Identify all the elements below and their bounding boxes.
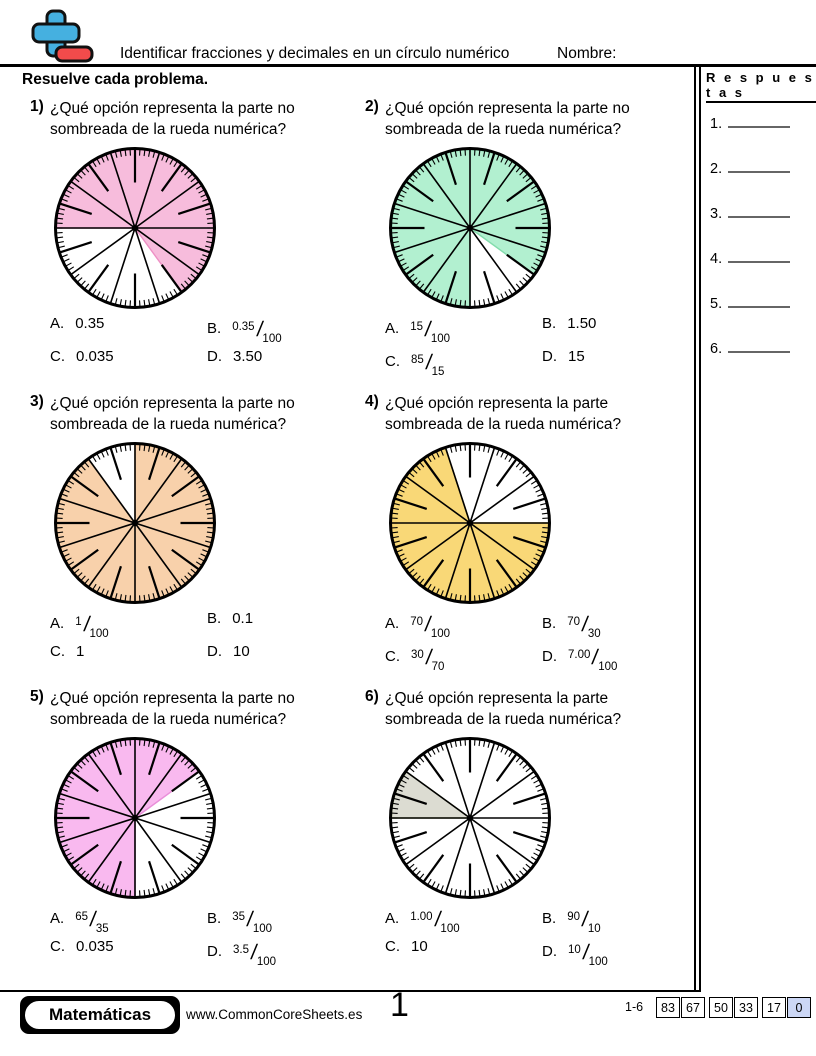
choice-label: C. [385, 938, 400, 955]
fraction-slash: / [580, 908, 590, 931]
fraction-numerator: 85 [411, 354, 424, 366]
wheel-center-dot [132, 520, 138, 526]
fraction-denominator: 100 [440, 923, 460, 935]
choice-d [207, 348, 345, 381]
problem-2 [357, 95, 691, 387]
choice-b [207, 315, 345, 348]
name-label: Nombre: [557, 45, 617, 62]
choice-fraction [410, 610, 451, 640]
fraction-slash: / [433, 908, 443, 931]
footer-divider [0, 990, 700, 992]
choice-fraction [410, 905, 460, 935]
choice-fraction [233, 938, 277, 968]
question-line: sombreada de la rueda numérica? [385, 711, 622, 728]
choice-label: B. [542, 910, 557, 927]
fraction-denominator: 10 [587, 923, 601, 935]
fraction-denominator: 100 [430, 628, 451, 640]
choice-label: B. [542, 615, 557, 632]
page-title: Identificar fracciones y decimales en un círculo numérico [120, 45, 510, 62]
choice-b [542, 610, 680, 643]
problem-number: 2) [365, 98, 379, 115]
problem-6 [357, 685, 691, 977]
choice-value: 0.035 [76, 348, 114, 365]
fraction-numerator: 3.5 [233, 944, 249, 956]
choice-label: A. [50, 910, 65, 927]
choice-label: D. [542, 943, 557, 960]
fraction-slash: / [424, 351, 434, 374]
choice-a [50, 905, 207, 938]
choice-d [207, 938, 345, 971]
wheel-center-dot [132, 225, 138, 231]
choice-label: A. [385, 615, 400, 632]
page-number: 1 [390, 986, 409, 1024]
score-box-83: 83 [656, 997, 680, 1018]
choice-label: A. [50, 315, 65, 332]
choice-fraction [568, 643, 618, 673]
choice-b [207, 610, 345, 643]
fraction-numerator: 35 [232, 911, 245, 923]
answer-blank-line [728, 112, 790, 128]
answer-blank-line [728, 202, 790, 218]
choice-label: B. [207, 910, 222, 927]
choice-label: B. [542, 315, 557, 332]
answer-slot-3 [710, 202, 790, 222]
fraction-slash: / [424, 646, 434, 669]
website-link[interactable]: www.CommonCoreSheets.es [186, 1007, 363, 1022]
wheel-center-dot [132, 815, 138, 821]
choice-value: 3.50 [233, 348, 263, 365]
question-line: sombreada de la rueda numérica? [50, 711, 287, 728]
fraction-slash: / [88, 908, 98, 931]
choice-value: 10 [411, 938, 428, 955]
number-wheel [387, 735, 553, 901]
problem-question [50, 688, 330, 730]
choice-b [542, 905, 680, 938]
choice-c [385, 938, 542, 971]
fraction-numerator: 7.00 [568, 649, 591, 661]
choice-d [542, 938, 680, 971]
choice-d [542, 348, 680, 381]
score-box-33: 33 [734, 997, 758, 1018]
fraction-denominator: 100 [89, 628, 109, 640]
choice-label: B. [207, 610, 222, 627]
answers-title: R e s p u e s t a s [706, 70, 816, 103]
choice-label: B. [207, 320, 222, 337]
fraction-numerator: 30 [411, 649, 424, 661]
question-line: ¿Qué opción representa la parte no [50, 100, 295, 117]
choice-label: A. [50, 615, 65, 632]
shaded-wedge [392, 772, 471, 818]
number-wheel [387, 145, 553, 311]
choice-fraction [232, 905, 273, 935]
fraction-numerator: 10 [568, 944, 581, 956]
fraction-slash: / [255, 318, 265, 341]
question-line: sombreada de la rueda numérica? [385, 121, 622, 138]
choice-a [385, 315, 542, 348]
choice-label: C. [50, 348, 65, 365]
fraction-denominator: 100 [262, 333, 282, 345]
problem-number: 4) [365, 393, 379, 410]
score-box-0: 0 [787, 997, 811, 1018]
problem-1 [22, 95, 356, 387]
choice-value: 0.1 [232, 610, 254, 627]
choice-c [385, 643, 542, 676]
fraction-numerator: 70 [567, 616, 580, 628]
problem-question [50, 393, 330, 435]
choice-label: A. [385, 320, 400, 337]
problem-question [385, 98, 665, 140]
question-line: ¿Qué opción representa la parte [385, 395, 609, 412]
fraction-denominator: 100 [588, 956, 608, 968]
answer-slot-2 [710, 157, 790, 177]
problem-4 [357, 390, 691, 682]
fraction-numerator: 1.00 [410, 911, 433, 923]
problem-question [385, 393, 665, 435]
question-line: sombreada de la rueda numérica? [385, 416, 622, 433]
answer-blank-line [728, 157, 790, 173]
choice-d [207, 643, 345, 676]
instruction-text: Resuelve cada problema. [22, 71, 209, 88]
problem-question [385, 688, 665, 730]
choices [385, 610, 680, 676]
choice-a [385, 905, 542, 938]
brand-label: Matemáticas [23, 999, 177, 1031]
score-range-label: 1-6 [625, 1000, 644, 1014]
number-wheel [52, 735, 218, 901]
choice-value: 15 [568, 348, 585, 365]
fraction-denominator: 100 [256, 956, 277, 968]
answers-column-divider [694, 64, 696, 992]
choice-fraction [75, 610, 109, 640]
fraction-slash: / [590, 646, 600, 669]
choice-value: 1.50 [567, 315, 597, 332]
wheel-center-dot [467, 225, 473, 231]
choices [50, 315, 345, 381]
fraction-numerator: 1 [75, 616, 82, 628]
choice-label: D. [207, 348, 222, 365]
answer-slot-number: 5. [710, 296, 723, 312]
choice-c [385, 348, 542, 381]
choice-label: D. [207, 943, 222, 960]
question-line: ¿Qué opción representa la parte no [50, 395, 295, 412]
problem-3 [22, 390, 356, 682]
problem-number: 1) [30, 98, 44, 115]
number-wheel [52, 145, 218, 311]
number-wheel [52, 440, 218, 606]
answer-slot-6 [710, 337, 790, 357]
choice-a [50, 610, 207, 643]
choices [385, 315, 680, 381]
fraction-denominator: 70 [431, 661, 445, 673]
answer-blank-line [728, 247, 790, 263]
choice-label: D. [542, 648, 557, 665]
answer-slot-number: 6. [710, 341, 723, 357]
score-box-50: 50 [709, 997, 733, 1018]
choice-fraction [75, 905, 109, 935]
plus-minus-logo-icon [18, 8, 96, 64]
fraction-denominator: 30 [587, 628, 601, 640]
problem-number: 6) [365, 688, 379, 705]
fraction-slash: / [249, 941, 259, 964]
question-line: ¿Qué opción representa la parte no [50, 690, 295, 707]
fraction-numerator: 70 [410, 616, 423, 628]
choice-a [50, 315, 207, 348]
fraction-denominator: 100 [598, 661, 618, 673]
answers-column-divider-inner [699, 64, 701, 992]
choice-b [207, 905, 345, 938]
choice-c [50, 938, 207, 971]
score-boxes [656, 997, 811, 1018]
answer-slot-number: 1. [710, 116, 723, 132]
question-line: sombreada de la rueda numérica? [50, 416, 287, 433]
fraction-slash: / [423, 613, 433, 636]
fraction-denominator: 15 [431, 366, 445, 378]
choice-label: C. [385, 648, 400, 665]
fraction-numerator: 90 [567, 911, 580, 923]
choice-label: C. [385, 353, 400, 370]
fraction-slash: / [82, 613, 92, 636]
score-box-67: 67 [681, 997, 705, 1018]
choice-fraction [567, 905, 601, 935]
answer-slot-5 [710, 292, 790, 312]
choice-label: C. [50, 938, 65, 955]
choice-label: C. [50, 643, 65, 660]
choice-fraction [568, 938, 608, 968]
question-line: ¿Qué opción representa la parte [385, 690, 609, 707]
choice-fraction [232, 315, 282, 345]
choice-value: 10 [233, 643, 250, 660]
answer-slot-number: 2. [710, 161, 723, 177]
choice-label: A. [385, 910, 400, 927]
choice-fraction [411, 643, 445, 673]
fraction-numerator: 0.35 [232, 321, 255, 333]
choices [385, 905, 680, 971]
number-wheel [387, 440, 553, 606]
choices [50, 905, 345, 971]
choice-c [50, 643, 207, 676]
fraction-numerator: 65 [75, 911, 88, 923]
fraction-slash: / [245, 908, 255, 931]
choice-fraction [410, 315, 451, 345]
choice-value: 0.035 [76, 938, 114, 955]
choices [50, 610, 345, 676]
brand-badge [20, 996, 180, 1034]
choice-fraction [411, 348, 445, 378]
fraction-denominator: 35 [95, 923, 109, 935]
choice-value: 1 [76, 643, 85, 660]
fraction-slash: / [580, 613, 590, 636]
answer-slot-1 [710, 112, 790, 132]
fraction-slash: / [581, 941, 591, 964]
choice-a [385, 610, 542, 643]
choice-value: 0.35 [75, 315, 105, 332]
choice-label: D. [542, 348, 557, 365]
fraction-slash: / [423, 318, 433, 341]
problem-number: 5) [30, 688, 44, 705]
choice-c [50, 348, 207, 381]
answer-slot-number: 3. [710, 206, 723, 222]
question-line: ¿Qué opción representa la parte no [385, 100, 630, 117]
choice-b [542, 315, 680, 348]
question-line: sombreada de la rueda numérica? [50, 121, 287, 138]
fraction-denominator: 100 [430, 333, 451, 345]
answer-slot-4 [710, 247, 790, 267]
wheel-center-dot [467, 815, 473, 821]
choice-label: D. [207, 643, 222, 660]
choice-d [542, 643, 680, 676]
score-box-17: 17 [762, 997, 786, 1018]
problem-question [50, 98, 330, 140]
fraction-denominator: 100 [252, 923, 273, 935]
wheel-center-dot [467, 520, 473, 526]
answer-blank-line [728, 292, 790, 308]
answer-slot-number: 4. [710, 251, 723, 267]
choice-fraction [567, 610, 601, 640]
fraction-numerator: 15 [410, 321, 423, 333]
problem-5 [22, 685, 356, 977]
answer-blank-line [728, 337, 790, 353]
problem-number: 3) [30, 393, 44, 410]
